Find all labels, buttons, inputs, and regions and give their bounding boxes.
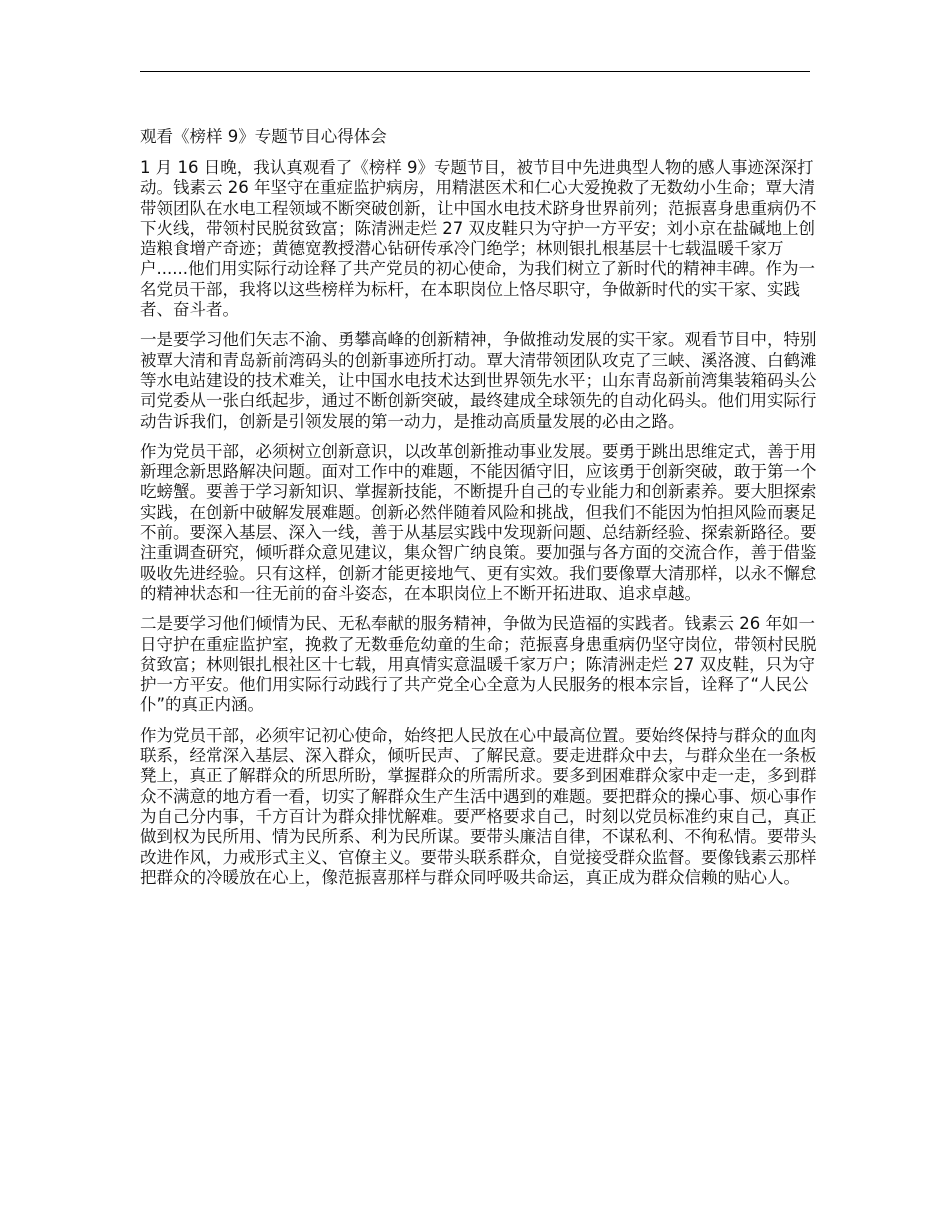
header-rule	[140, 71, 810, 72]
paragraph-service-practice: 作为党员干部，必须牢记初心使命，始终把人民放在心中最高位置。要始终保持与群众的血肉联系，经常深入基层、深入群众，倾听民声、了解民意。要走进群众中去，与群众坐在一条板凳上，真正了解群众的所思所盼，掌握群众的所需所求。要多到困难群众家中走一走，多到群众不满意的地方看一看，切实了解群众生产生活中遇到的难题。要把群众的操心事、烦心事作为自己分内事，千方百计为群众排忧解难。要严格要求自己，时刻以党员标准约束自己，真正做到权为民所用、情为民所系、利为民所谋。要带头廉洁自律，不谋私利、不徇私情。要带头改进作风，力戒形式主义、官僚主义。要带头联系群众，自觉接受群众监督。要像钱素云那样把群众的冷暖放在心上，像范振喜那样与群众同呼吸共命运，真正成为群众信赖的贴心人。	[140, 725, 817, 887]
paragraph-innovation-practice: 作为党员干部，必须树立创新意识，以改革创新推动事业发展。要勇于跳出思维定式，善于用新理念新思路解决问题。面对工作中的难题，不能因循守旧，应该勇于创新突破，敢于第一个吃螃蟹。要善于学习新知识、掌握新技能，不断提升自己的专业能力和创新素养。要大胆探索实践，在创新中破解发展难题。创新必然伴随着风险和挑战，但我们不能因为怕担风险而裹足不前。要深入基层、深入一线，善于从基层实践中发现新问题、总结新经验、探索新路径。要注重调查研究，倾听群众意见建议，集众智广纳良策。要加强与各方面的交流合作，善于借鉴吸收先进经验。只有这样，创新才能更接地气、更有实效。我们要像覃大清那样，以永不懈怠的精神状态和一往无前的奋斗姿态，在本职岗位上不断开拓进取、追求卓越。	[140, 441, 817, 603]
paragraph-service-spirit: 二是要学习他们倾情为民、无私奉献的服务精神，争做为民造福的实践者。钱素云 26 年如一日守护在重症监护室，挽救了无数垂危幼童的生命；范振喜身患重病仍坚守岗位，带领村民脱贫致富；林则银扎根社区十七载，用真情实意温暖千家万户；陈清洲走烂 27 双皮鞋，只为守护一方平安。他们用实际行动践行了共产党全心全意为人民服务的根本宗旨，诠释了“人民公仆”的真正内涵。	[140, 614, 817, 715]
document-title: 观看《榜样 9》专题节目心得体会	[140, 127, 387, 146]
paragraph-innovation-spirit: 一是要学习他们矢志不渝、勇攀高峰的创新精神，争做推动发展的实干家。观看节目中，特别被覃大清和青岛新前湾码头的创新事迹所打动。覃大清带领团队攻克了三峡、溪洛渡、白鹤滩等水电站建设的技术难关，让中国水电技术达到世界领先水平；山东青岛新前湾集装箱码头公司党委从一张白纸起步，通过不断创新突破，最终建成全球领先的自动化码头。他们用实际行动告诉我们，创新是引领发展的第一动力，是推动高质量发展的必由之路。	[140, 330, 817, 431]
document-body	[140, 126, 830, 898]
paragraph-intro: 1 月 16 日晚，我认真观看了《榜样 9》专题节目，被节目中先进典型人物的感人事迹深深打动。钱素云 26 年坚守在重症监护病房，用精湛医术和仁心大爱挽救了无数幼小生命；覃大清带领团队在水电工程领域不断突破创新，让中国水电技术跻身世界前列；范振喜身患重病仍不下火线，带领村民脱贫致富；陈清洲走烂 27 双皮鞋只为守护一方平安；刘小京在盐碱地上创造粮食增产奇迹；黄德宽教授潜心钻研传承冷门绝学；林则银扎根基层十七载温暖千家万户......他们用实际行动诠释了共产党员的初心使命，为我们树立了新时代的精神丰碑。作为一名党员干部，我将以这些榜样为标杆，在本职岗位上恪尽职守，争做新时代的实干家、实践者、奋斗者。	[140, 158, 817, 320]
